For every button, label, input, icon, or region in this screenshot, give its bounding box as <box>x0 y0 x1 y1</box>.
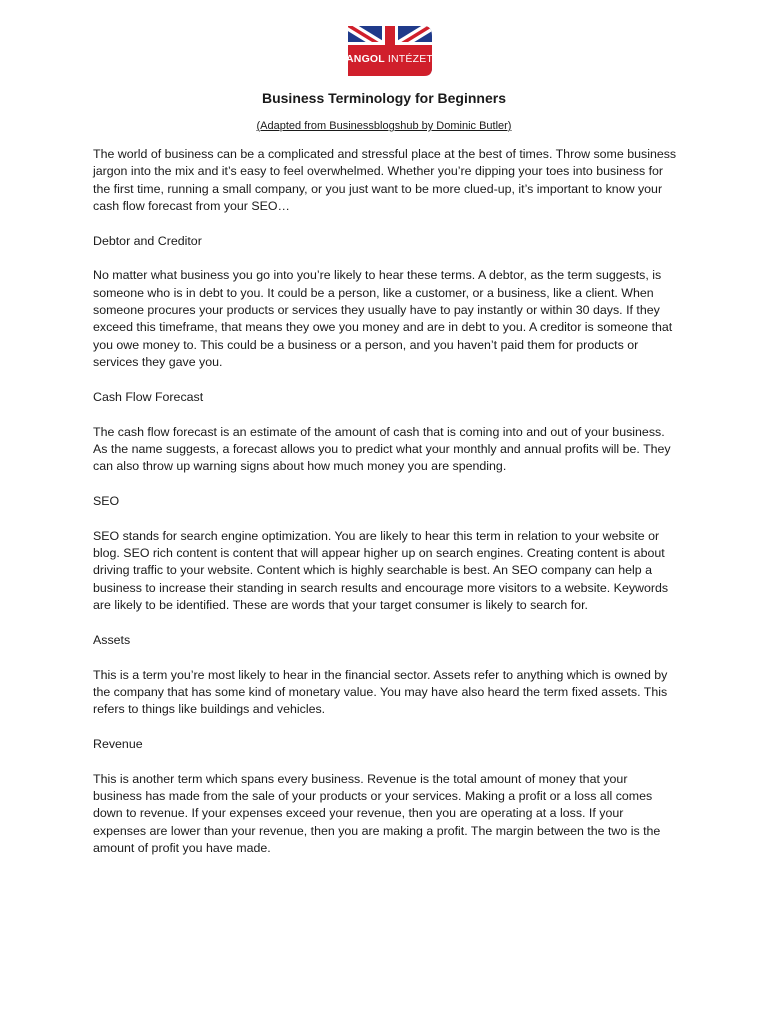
section-body-cash-flow-forecast: The cash flow forecast is an estimate of the amount of cash that is coming into and out of your business. As the name suggests, a forecast allows you to predict what your monthly and annual profits will be. They can also throw up warning signs about how much money you are spending. <box>93 424 671 474</box>
section-body-seo: SEO stands for search engine optimization. You are likely to hear this term in relation to your website or blog. SEO rich content is content that will appear higher up on search engines. Creating content is about driving traffic to your website. Content which is highly searchable is best. An SEO company can help a business to increase their standing in search results and encourage more visitors to a website. Keywords are likely to be identified. These are words that your target consumer is likely to search for. <box>93 528 669 612</box>
logo-wordmark <box>346 53 432 65</box>
section-body-revenue: This is another term which spans every business. Revenue is the total amount of money that your business has made from the sale of your products or your services. Making a profit or a loss all comes down to revenue. If your expenses exceed your revenue, then you are operating at a loss. If your expenses are lower than your revenue, then you are making a profit. The margin between the two is the amount of profit you have made. <box>93 771 661 855</box>
section-heading-debtor-creditor: Debtor and Creditor <box>93 233 202 248</box>
section-heading-assets: Assets <box>93 632 131 647</box>
document-body <box>93 146 678 875</box>
logo-brand-light: INTÉZET <box>387 53 434 65</box>
union-jack-flag-icon <box>346 24 434 78</box>
section-heading-cash-flow-forecast: Cash Flow Forecast <box>93 389 204 404</box>
section-body-debtor-creditor: No matter what business you go into you’re likely to hear these terms. A debtor, as the term suggests, is someone who is in debt to you. It could be a person, like a customer, or a business, like a client. When someone procures your products or services they usually have to pay instantly or within 30 days. If they exceed this timeframe, that means they owe you money and are in debt to you. A creditor is someone that you owe money to. This could be a business or a person, and you haven’t paid them for products or services they gave you. <box>93 268 673 369</box>
document-title: Business Terminology for Beginners <box>261 90 506 106</box>
document-subtitle: (Adapted from Businessblogshub by Dominic Butler) <box>256 120 512 132</box>
section-heading-revenue: Revenue <box>93 736 143 751</box>
section-body-assets: This is a term you’re most likely to hear in the financial sector. Assets refer to anything which is owned by the company that has some kind of monetary value. You may have also heard the term fixed assets. This refers to things like buildings and vehicles. <box>93 667 668 717</box>
angol-intezet-logo <box>346 24 434 78</box>
section-heading-seo: SEO <box>93 493 120 508</box>
intro-paragraph: The world of business can be a complicated and stressful place at the best of times. Throw some business jargon into the mix and it’s easy to feel overwhelmed. Whether you’re dipping your toes into business for the first time, running a small company, or you just want to be more clued-up, it’s important to know your cash flow forecast from your SEO… <box>93 147 677 213</box>
logo-brand-bold: ANGOL <box>346 53 385 65</box>
